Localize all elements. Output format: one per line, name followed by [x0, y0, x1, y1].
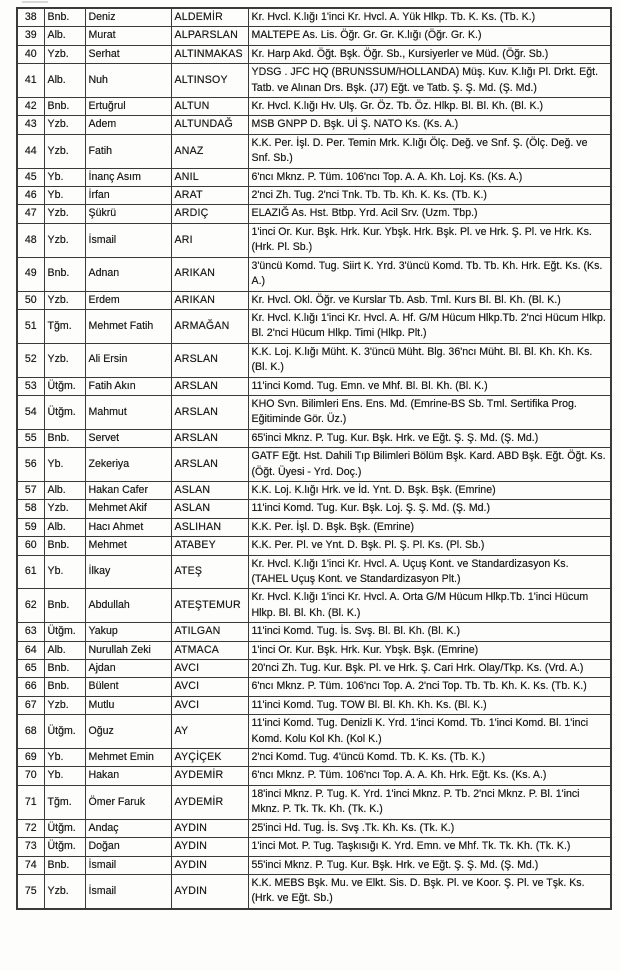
row-number-cell: 41 [17, 64, 44, 98]
table-row [17, 838, 611, 856]
row-number-cell: 40 [17, 45, 44, 63]
row-number-cell: 51 [17, 309, 44, 343]
row-number-cell: 68 [17, 715, 44, 749]
last-name-cell: ARI [171, 223, 248, 257]
duty-cell: 11'inci Komd. Tug. TOW Bl. Bl. Kh. Kh. Ks. (Bl. K.) [248, 696, 611, 714]
table-body [17, 8, 611, 909]
rank-cell: Tğm. [44, 309, 85, 343]
rank-cell: Alb. [44, 481, 85, 499]
rank-cell: Ütğm. [44, 623, 85, 641]
rank-cell: Yzb. [44, 696, 85, 714]
first-name-cell: Adnan [85, 257, 171, 291]
table-row [17, 500, 611, 518]
rank-cell: Bnb. [44, 537, 85, 555]
table-row [17, 448, 611, 482]
first-name-cell: Doğan [85, 838, 171, 856]
last-name-cell: ARSLAN [171, 377, 248, 395]
first-name-cell: İlkay [85, 555, 171, 589]
rank-cell: Yzb. [44, 205, 85, 223]
first-name-cell: Serhat [85, 45, 171, 63]
last-name-cell: ALTINSOY [171, 64, 248, 98]
duty-cell: K.K. Per. İşl. D. Per. Temin Mrk. K.lığı Ölç. Değ. ve Snf. Ş. (Ölç. Değ. ve Snf. Sb.) [248, 134, 611, 168]
last-name-cell: ALDEMİR [171, 8, 248, 27]
first-name-cell: Hacı Ahmet [85, 518, 171, 536]
duty-cell: YDSG . JFC HQ (BRUNSSUM/HOLLANDA) Müş. Kuv. K.lığı Pl. Drkt. Eğt. Tatb. ve Alınan Drs. Bşk. (J7) Eğt. ve Tatb. Ş. Ş. Md. (Ş. Md.) [248, 64, 611, 98]
table-row [17, 205, 611, 223]
rank-cell: Ütğm. [44, 377, 85, 395]
rank-cell: Ütğm. [44, 819, 85, 837]
first-name-cell: Fatih Akın [85, 377, 171, 395]
duty-cell: MALTEPE As. Lis. Öğr. Gr. Gr. K.lığı (Öğr. Gr. K.) [248, 27, 611, 45]
last-name-cell: AYDEMİR [171, 767, 248, 785]
table-row [17, 223, 611, 257]
last-name-cell: ARSLAN [171, 343, 248, 377]
table-row [17, 481, 611, 499]
table-row [17, 660, 611, 678]
first-name-cell: Mehmet Fatih [85, 309, 171, 343]
table-row [17, 257, 611, 291]
last-name-cell: AY [171, 715, 248, 749]
table-row [17, 343, 611, 377]
table-row [17, 749, 611, 767]
duty-cell: Kr. Hvcl. K.lığı 1'inci Kr. Hvcl. A. Orta G/M Hücum Hlkp.Tb. 1'inci Hücum Hlkp. Bl. Bl. Kh. (Bl. K.) [248, 589, 611, 623]
duty-cell: MSB GNPP D. Bşk. Uİ Ş. NATO Ks. (Ks. A.) [248, 116, 611, 134]
rank-cell: Yb. [44, 555, 85, 589]
duty-cell: Kr. Harp Akd. Öğt. Bşk. Öğr. Sb., Kursiyerler ve Müd. (Öğr. Sb.) [248, 45, 611, 63]
last-name-cell: AVCI [171, 660, 248, 678]
last-name-cell: AVCI [171, 678, 248, 696]
last-name-cell: ARIKAN [171, 257, 248, 291]
table-row [17, 291, 611, 309]
table-row [17, 767, 611, 785]
rank-cell: Bnb. [44, 429, 85, 447]
row-number-cell: 75 [17, 874, 44, 908]
first-name-cell: Abdullah [85, 589, 171, 623]
table-row [17, 641, 611, 659]
row-number-cell: 48 [17, 223, 44, 257]
duty-cell: Kr. Hvcl. Okl. Öğr. ve Kurslar Tb. Asb. Tml. Kurs Bl. Bl. Kh. (Bl. K.) [248, 291, 611, 309]
last-name-cell: ATABEY [171, 537, 248, 555]
first-name-cell: Şükrü [85, 205, 171, 223]
row-number-cell: 63 [17, 623, 44, 641]
duty-cell: GATF Eğt. Hst. Dahili Tıp Bilimleri Bölüm Bşk. Kard. ABD Bşk. Eğt. Öğt. Ks. (Öğt. Üyesi - Yrd. Doç.) [248, 448, 611, 482]
table-row [17, 537, 611, 555]
duty-cell: ELAZIĞ As. Hst. Btbp. Yrd. Acil Srv. (Uzm. Tbp.) [248, 205, 611, 223]
first-name-cell: Mutlu [85, 696, 171, 714]
table-row [17, 98, 611, 116]
rank-cell: Alb. [44, 27, 85, 45]
duty-cell: 25'inci Hd. Tug. İs. Svş .Tk. Kh. Ks. (Tk. K.) [248, 819, 611, 837]
last-name-cell: ANAZ [171, 134, 248, 168]
table-row [17, 377, 611, 395]
last-name-cell: ATMACA [171, 641, 248, 659]
last-name-cell: ARSLAN [171, 395, 248, 429]
rank-cell: Yb. [44, 187, 85, 205]
first-name-cell: Yakup [85, 623, 171, 641]
scan-artifact [22, 1, 48, 3]
table-row [17, 45, 611, 63]
rank-cell: Yzb. [44, 291, 85, 309]
rank-cell: Bnb. [44, 257, 85, 291]
duty-cell: K.K. Per. Pl. ve Ynt. D. Bşk. Pl. Ş. Pl. Ks. (Pl. Sb.) [248, 537, 611, 555]
rank-cell: Alb. [44, 64, 85, 98]
row-number-cell: 56 [17, 448, 44, 482]
rank-cell: Yzb. [44, 134, 85, 168]
rank-cell: Bnb. [44, 678, 85, 696]
last-name-cell: ALPARSLAN [171, 27, 248, 45]
row-number-cell: 43 [17, 116, 44, 134]
table-row [17, 518, 611, 536]
duty-cell: 18'inci Mknz. P. Tug. K. Yrd. 1'inci Mknz. P. Tb. 2'nci Mknz. P. Bl. 1'inci Mknz. P. Tk. Tk. Kh. (Tk. K.) [248, 785, 611, 819]
row-number-cell: 61 [17, 555, 44, 589]
first-name-cell: Oğuz [85, 715, 171, 749]
duty-cell: K.K. Per. İşl. D. Bşk. Bşk. (Emrine) [248, 518, 611, 536]
row-number-cell: 70 [17, 767, 44, 785]
duty-cell: 55'inci Mknz. P. Tug. Kur. Bşk. Hrk. ve Eğt. Ş. Ş. Md. (Ş. Md.) [248, 856, 611, 874]
duty-cell: Kr. Hvcl. K.lığı 1'inci Kr. Hvcl. A. Hf. G/M Hücum Hlkp.Tb. 2'nci Hücum Hlkp. Bl. 2'nci Hücum Hlkp. Timi (Hlkp. Plt.) [248, 309, 611, 343]
row-number-cell: 69 [17, 749, 44, 767]
first-name-cell: Hakan Cafer [85, 481, 171, 499]
rank-cell: Bnb. [44, 98, 85, 116]
row-number-cell: 52 [17, 343, 44, 377]
first-name-cell: Fatih [85, 134, 171, 168]
first-name-cell: İsmail [85, 874, 171, 908]
row-number-cell: 58 [17, 500, 44, 518]
row-number-cell: 57 [17, 481, 44, 499]
row-number-cell: 65 [17, 660, 44, 678]
first-name-cell: Mehmet Akif [85, 500, 171, 518]
last-name-cell: AYDIN [171, 874, 248, 908]
last-name-cell: ARSLAN [171, 448, 248, 482]
duty-cell: 11'inci Komd. Tug. Denizli K. Yrd. 1'inci Komd. Tb. 1'inci Komd. Bl. 1'inci Komd. Kolu Kol Kh. (Kol K.) [248, 715, 611, 749]
row-number-cell: 50 [17, 291, 44, 309]
first-name-cell: Bülent [85, 678, 171, 696]
rank-cell: Alb. [44, 518, 85, 536]
row-number-cell: 45 [17, 168, 44, 186]
row-number-cell: 67 [17, 696, 44, 714]
last-name-cell: AYÇİÇEK [171, 749, 248, 767]
duty-cell: 11'inci Komd. Tug. Emn. ve Mhf. Bl. Bl. Kh. (Bl. K.) [248, 377, 611, 395]
duty-cell: 3'üncü Komd. Tug. Siirt K. Yrd. 3'üncü Komd. Tb. Tb. Kh. Hrk. Eğt. Ks. (Ks. A.) [248, 257, 611, 291]
rank-cell: Yzb. [44, 223, 85, 257]
duty-cell: K.K. Loj. K.lığı Müht. K. 3'üncü Müht. Blg. 36'ncı Müht. Bl. Bl. Kh. Kh. Ks. (Bl. K.) [248, 343, 611, 377]
row-number-cell: 53 [17, 377, 44, 395]
rank-cell: Bnb. [44, 660, 85, 678]
duty-cell: K.K. Loj. K.lığı Hrk. ve İd. Ynt. D. Bşk. Bşk. (Emrine) [248, 481, 611, 499]
rank-cell: Bnb. [44, 589, 85, 623]
table-row [17, 8, 611, 27]
table-row [17, 623, 611, 641]
duty-cell: 1'inci Or. Kur. Bşk. Hrk. Kur. Ybşk. Bşk. (Emrine) [248, 641, 611, 659]
duty-cell: 6'ncı Mknz. P. Tüm. 106'ncı Top. A. 2'nci Top. Tb. Tb. Kh. K. Ks. (Tb. K.) [248, 678, 611, 696]
row-number-cell: 73 [17, 838, 44, 856]
rank-cell: Ütğm. [44, 395, 85, 429]
duty-cell: 2'nci Zh. Tug. 2'nci Tnk. Tb. Tb. Kh. K. Ks. (Tb. K.) [248, 187, 611, 205]
first-name-cell: Erdem [85, 291, 171, 309]
last-name-cell: ALTUNDAĞ [171, 116, 248, 134]
last-name-cell: ATEŞTEMUR [171, 589, 248, 623]
table-row [17, 678, 611, 696]
last-name-cell: ATEŞ [171, 555, 248, 589]
row-number-cell: 38 [17, 8, 44, 27]
first-name-cell: Mahmut [85, 395, 171, 429]
rank-cell: Yb. [44, 168, 85, 186]
last-name-cell: ALTUN [171, 98, 248, 116]
rank-cell: Yzb. [44, 116, 85, 134]
first-name-cell: Adem [85, 116, 171, 134]
last-name-cell: AVCI [171, 696, 248, 714]
row-number-cell: 66 [17, 678, 44, 696]
row-number-cell: 74 [17, 856, 44, 874]
table-row [17, 27, 611, 45]
first-name-cell: Mehmet Emin [85, 749, 171, 767]
first-name-cell: İsmail [85, 223, 171, 257]
table-row [17, 589, 611, 623]
rank-cell: Yb. [44, 767, 85, 785]
first-name-cell: Ajdan [85, 660, 171, 678]
rank-cell: Ütğm. [44, 715, 85, 749]
row-number-cell: 62 [17, 589, 44, 623]
last-name-cell: ARSLAN [171, 429, 248, 447]
rank-cell: Tğm. [44, 785, 85, 819]
rank-cell: Yzb. [44, 45, 85, 63]
rank-cell: Alb. [44, 641, 85, 659]
last-name-cell: ARMAĞAN [171, 309, 248, 343]
last-name-cell: AYDIN [171, 838, 248, 856]
duty-cell: 2'nci Komd. Tug. 4'üncü Komd. Tb. K. Ks. (Tb. K.) [248, 749, 611, 767]
duty-cell: Kr. Hvcl. K.lığı 1'inci Kr. Hvcl. A. Yük Hlkp. Tb. K. Ks. (Tb. K.) [248, 8, 611, 27]
duty-cell: 6'ncı Mknz. P. Tüm. 106'ncı Top. A. A. Kh. Hrk. Eğt. Ks. (Ks. A.) [248, 767, 611, 785]
first-name-cell: Ali Ersin [85, 343, 171, 377]
first-name-cell: İnanç Asım [85, 168, 171, 186]
rank-cell: Yb. [44, 448, 85, 482]
last-name-cell: ARIKAN [171, 291, 248, 309]
last-name-cell: ASLIHAN [171, 518, 248, 536]
row-number-cell: 46 [17, 187, 44, 205]
last-name-cell: AYDIN [171, 819, 248, 837]
last-name-cell: AYDIN [171, 856, 248, 874]
first-name-cell: Nuh [85, 64, 171, 98]
last-name-cell: ALTINMAKAS [171, 45, 248, 63]
first-name-cell: Murat [85, 27, 171, 45]
table-row [17, 715, 611, 749]
row-number-cell: 72 [17, 819, 44, 837]
rank-cell: Yzb. [44, 500, 85, 518]
table-row [17, 856, 611, 874]
first-name-cell: İsmail [85, 856, 171, 874]
duty-cell: 11'inci Komd. Tug. İs. Svş. Bl. Bl. Kh. (Bl. K.) [248, 623, 611, 641]
last-name-cell: ANIL [171, 168, 248, 186]
last-name-cell: AYDEMİR [171, 785, 248, 819]
duty-cell: 6'ncı Mknz. P. Tüm. 106'ncı Top. A. A. Kh. Loj. Ks. (Ks. A.) [248, 168, 611, 186]
last-name-cell: ATILGAN [171, 623, 248, 641]
duty-cell: 11'inci Komd. Tug. Kur. Bşk. Loj. Ş. Ş. Md. (Ş. Md.) [248, 500, 611, 518]
duty-cell: Kr. Hvcl. K.lığı 1'inci Kr. Hvcl. A. Uçuş Kont. ve Standardizasyon Ks. (TAHEL Uçuş Kont. ve Standardizasyon Plt.) [248, 555, 611, 589]
rank-cell: Bnb. [44, 856, 85, 874]
rank-cell: Bnb. [44, 8, 85, 27]
first-name-cell: Ömer Faruk [85, 785, 171, 819]
table-row [17, 395, 611, 429]
table-row [17, 116, 611, 134]
last-name-cell: ARDIÇ [171, 205, 248, 223]
duty-cell: Kr. Hvcl. K.lığı Hv. Ulş. Gr. Öz. Tb. Öz. Hlkp. Bl. Bl. Kh. (Bl. K.) [248, 98, 611, 116]
table-row [17, 134, 611, 168]
first-name-cell: Deniz [85, 8, 171, 27]
table-row [17, 64, 611, 98]
row-number-cell: 59 [17, 518, 44, 536]
table-row [17, 555, 611, 589]
table-row [17, 429, 611, 447]
first-name-cell: Mehmet [85, 537, 171, 555]
table-row [17, 785, 611, 819]
rank-cell: Yb. [44, 749, 85, 767]
duty-cell: K.K. MEBS Bşk. Mu. ve Elkt. Sis. D. Bşk. Pl. ve Koor. Ş. Pl. ve Tşk. Ks. (Hrk. ve Eğt. Sb.) [248, 874, 611, 908]
duty-cell: 1'inci Mot. P. Tug. Taşkısığı K. Yrd. Emn. ve Mhf. Tk. Tk. Kh. (Tk. K.) [248, 838, 611, 856]
last-name-cell: ASLAN [171, 481, 248, 499]
duty-cell: KHO Svn. Bilimleri Ens. Ens. Md. (Emrine-BS Sb. Tml. Sertifika Prog. Eğitiminde Gör. Üz.) [248, 395, 611, 429]
duty-cell: 65'inci Mknz. P. Tug. Kur. Bşk. Hrk. ve Eğt. Ş. Ş. Md. (Ş. Md.) [248, 429, 611, 447]
first-name-cell: Zekeriya [85, 448, 171, 482]
table-row [17, 309, 611, 343]
rank-cell: Yzb. [44, 343, 85, 377]
row-number-cell: 60 [17, 537, 44, 555]
row-number-cell: 55 [17, 429, 44, 447]
first-name-cell: Servet [85, 429, 171, 447]
table-row [17, 874, 611, 908]
last-name-cell: ASLAN [171, 500, 248, 518]
row-number-cell: 71 [17, 785, 44, 819]
row-number-cell: 39 [17, 27, 44, 45]
row-number-cell: 42 [17, 98, 44, 116]
rank-cell: Yzb. [44, 874, 85, 908]
first-name-cell: Hakan [85, 767, 171, 785]
row-number-cell: 44 [17, 134, 44, 168]
last-name-cell: ARAT [171, 187, 248, 205]
row-number-cell: 49 [17, 257, 44, 291]
first-name-cell: Andaç [85, 819, 171, 837]
table-row [17, 187, 611, 205]
table-row [17, 819, 611, 837]
first-name-cell: Nurullah Zeki [85, 641, 171, 659]
row-number-cell: 64 [17, 641, 44, 659]
table-row [17, 696, 611, 714]
first-name-cell: İrfan [85, 187, 171, 205]
table-row [17, 168, 611, 186]
duty-cell: 20'nci Zh. Tug. Kur. Bşk. Pl. ve Hrk. Ş. Cari Hrk. Olay/Tkp. Ks. (Vrd. A.) [248, 660, 611, 678]
first-name-cell: Ertuğrul [85, 98, 171, 116]
rank-cell: Ütğm. [44, 838, 85, 856]
row-number-cell: 47 [17, 205, 44, 223]
personnel-table [16, 7, 612, 910]
row-number-cell: 54 [17, 395, 44, 429]
duty-cell: 1'inci Or. Kur. Bşk. Hrk. Kur. Ybşk. Hrk. Bşk. Pl. ve Hrk. Ş. Pl. ve Hrk. Ks. (Hrk. Pl. Sb.) [248, 223, 611, 257]
